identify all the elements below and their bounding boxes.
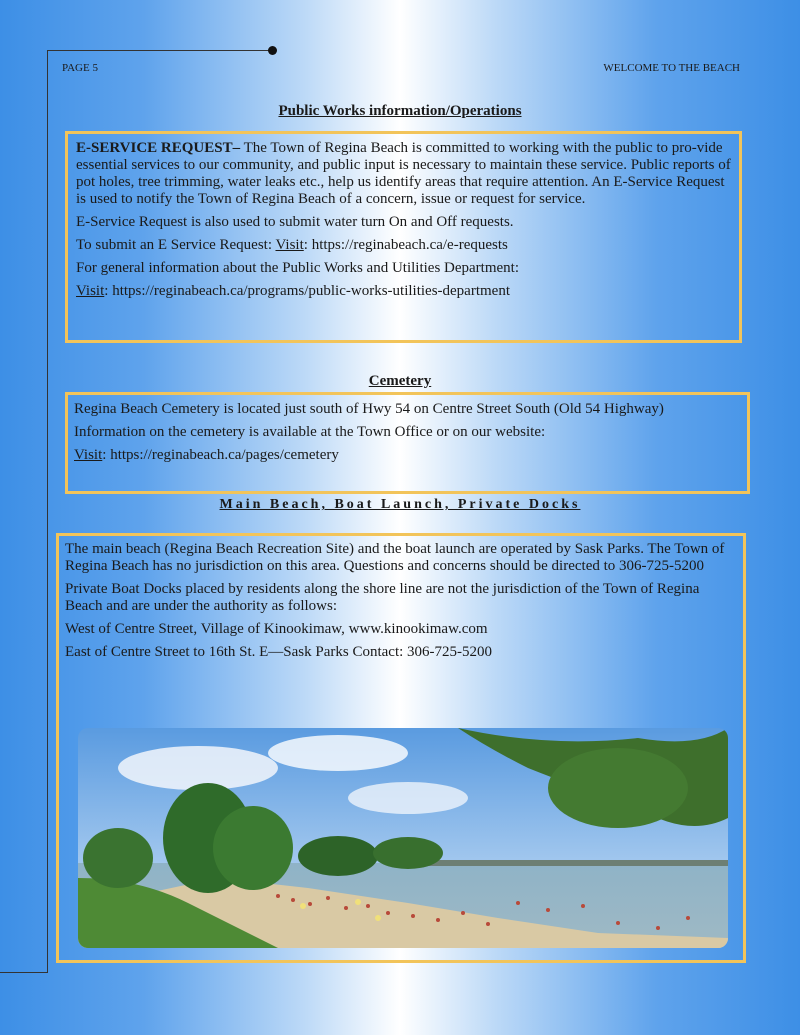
eservice-submit-line [76, 237, 731, 254]
cemetery-visit-line [74, 447, 741, 464]
eservice-link[interactable]: https://reginabeach.ca/e-requests [311, 237, 508, 253]
submit-prefix: To submit an E Service Request: [76, 237, 276, 253]
general-info-visit-line [76, 283, 731, 300]
eservice-text: The Town of Regina Beach is committed to working with the public to pro-vide essential services to our community, and public input is necessary to maintain these service. Public reports of pot holes, tree trimming, water leaks etc., help us identify areas that require attention. An E-Service Request is used to notify the Town of Regina Beach of a concern, issue or request for service. [76, 140, 731, 207]
submit-colon: : [303, 237, 312, 253]
visit-label: Visit [275, 237, 304, 253]
frame-top-line [47, 50, 272, 51]
cemetery-box [65, 392, 750, 494]
public-works-box [65, 131, 742, 343]
eservice-paragraph [76, 140, 731, 208]
page-header-title: WELCOME TO THE BEACH [603, 62, 740, 74]
frame-dot [268, 46, 277, 55]
beach-para-2: Private Boat Docks placed by residents along the shore line are not the jurisdiction of the Town of Regina Beach and are under the authority as follows: [65, 581, 700, 614]
beach-para-1: The main beach (Regina Beach Recreation Site) and the boat launch are operated by Sask Parks. The Town of Regina Beach has no jurisdiction on this area. Questions and concerns should be directed to 306-725-5200 [65, 541, 725, 574]
public-works-link[interactable]: https://reginabeach.ca/programs/public-works-utilities-department [112, 283, 510, 299]
cemetery-link[interactable]: https://reginabeach.ca/pages/cemetery [110, 447, 339, 463]
visit-label: Visit [76, 283, 105, 299]
eservice-water-line: E-Service Request is also used to submit water turn On and Off requests. [76, 214, 514, 230]
page-number: PAGE 5 [62, 62, 98, 74]
general-info-line: For general information about the Public Works and Utilities Department: [76, 260, 520, 276]
beach-west-line: West of Centre Street, Village of Kinookimaw, www.kinookimaw.com [65, 621, 488, 637]
beach-photo [78, 728, 728, 948]
eservice-heading: E-SERVICE REQUEST– [76, 140, 241, 156]
frame-bottom-line [0, 972, 48, 973]
cemetery-location: Regina Beach Cemetery is located just south of Hwy 54 on Centre Street South (Old 54 Highway) [74, 401, 664, 417]
cemetery-info: Information on the cemetery is available at the Town Office or on our website: [74, 424, 546, 440]
general-colon: : [104, 283, 113, 299]
cemetery-title: Cemetery [368, 373, 432, 389]
beach-east-line: East of Centre Street to 16th St. E—Sask Parks Contact: 306-725-5200 [65, 644, 493, 660]
cemetery-colon: : [102, 447, 111, 463]
beach-photo-illustration [78, 728, 728, 948]
visit-label: Visit [74, 447, 103, 463]
public-works-title: Public Works information/Operations [278, 103, 522, 119]
beach-title: Main Beach, Boat Launch, Private Docks [219, 497, 581, 512]
